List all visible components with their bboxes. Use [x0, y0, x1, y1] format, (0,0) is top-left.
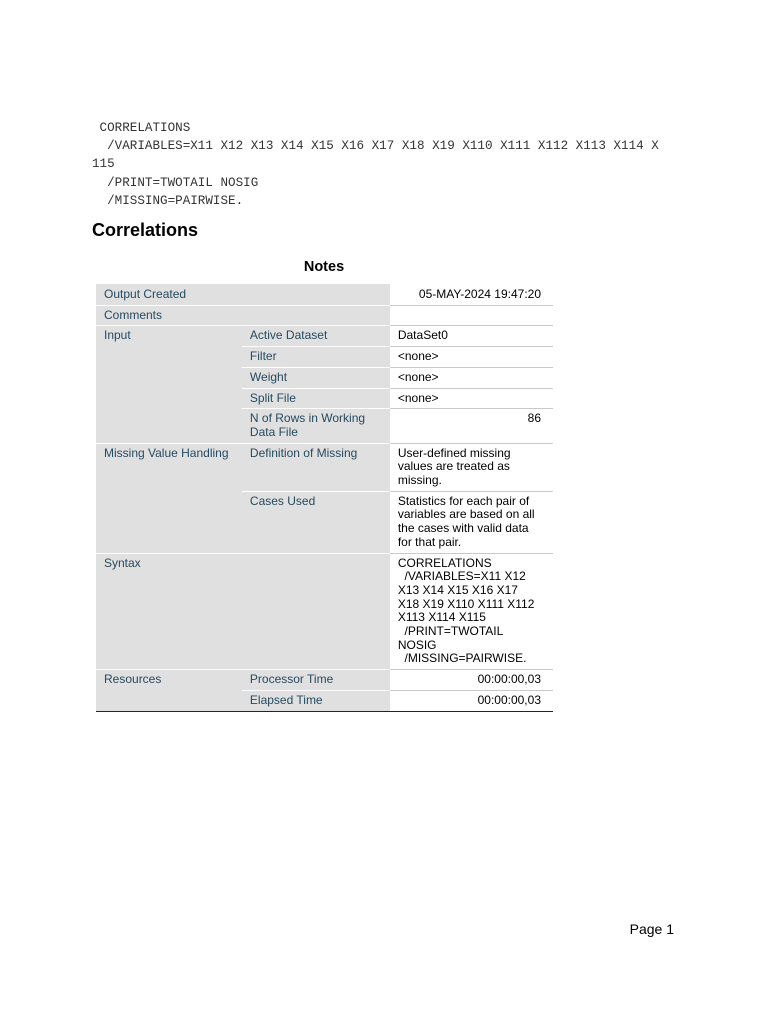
table-row [96, 326, 553, 347]
row-subheader-processor-time: Processor Time [242, 670, 390, 691]
cell-split-file: <none> [390, 388, 553, 409]
page-number: Page 1 [629, 921, 674, 937]
table-row [96, 670, 553, 691]
row-header-comments: Comments [96, 305, 390, 326]
row-subheader-weight: Weight [242, 367, 390, 388]
syntax-line: /MISSING=PAIRWISE. [92, 193, 244, 208]
cell-comments [390, 305, 553, 326]
row-header-syntax: Syntax [96, 553, 390, 670]
row-header-input: Input [96, 326, 242, 443]
syntax-line: /PRINT=TWOTAIL NOSIG [92, 175, 259, 190]
row-subheader-cases-used: Cases Used [242, 491, 390, 553]
row-header-missing-value-handling: Missing Value Handling [96, 443, 242, 553]
cell-active-dataset: DataSet0 [390, 326, 553, 347]
row-subheader-active-dataset: Active Dataset [242, 326, 390, 347]
row-subheader-n-rows: N of Rows in Working Data File [242, 409, 390, 443]
section-heading: Correlations [92, 220, 199, 240]
cell-weight: <none> [390, 367, 553, 388]
syntax-code-block [92, 119, 692, 210]
cell-output-created: 05-MAY-2024 19:47:20 [390, 284, 553, 305]
cell-n-rows: 86 [390, 409, 553, 443]
table-row [96, 443, 553, 491]
row-subheader-definition-of-missing: Definition of Missing [242, 443, 390, 491]
cell-filter: <none> [390, 347, 553, 368]
table-row [96, 553, 553, 670]
cell-processor-time: 00:00:00,03 [390, 670, 553, 691]
table-title: Notes [303, 259, 345, 275]
cell-cases-used: Statistics for each pair of variables are based on all the cases with valid data for that pair. [390, 491, 553, 553]
cell-elapsed-time: 00:00:00,03 [390, 690, 553, 711]
cell-definition-of-missing: User-defined missing values are treated as missing. [390, 443, 553, 491]
row-subheader-filter: Filter [242, 347, 390, 368]
notes-table [96, 284, 553, 712]
table-row [96, 305, 553, 326]
table-row [96, 284, 553, 305]
row-header-resources: Resources [96, 670, 242, 711]
syntax-line: 115 [92, 157, 115, 172]
syntax-line: CORRELATIONS [92, 121, 191, 135]
row-header-output-created: Output Created [96, 284, 390, 305]
cell-syntax: CORRELATIONS /VARIABLES=X11 X12 X13 X14 X15 X16 X17 X18 X19 X110 X111 X112 X113 X114 X115 /PRINT=TWOTAIL NOSIG /MISSING=PAIRWISE. [390, 553, 553, 670]
row-subheader-elapsed-time: Elapsed Time [242, 690, 390, 711]
syntax-line: /VARIABLES=X11 X12 X13 X14 X15 X16 X17 X18 X19 X110 X111 X112 X113 X114 X [92, 139, 659, 154]
row-subheader-split-file: Split File [242, 388, 390, 409]
